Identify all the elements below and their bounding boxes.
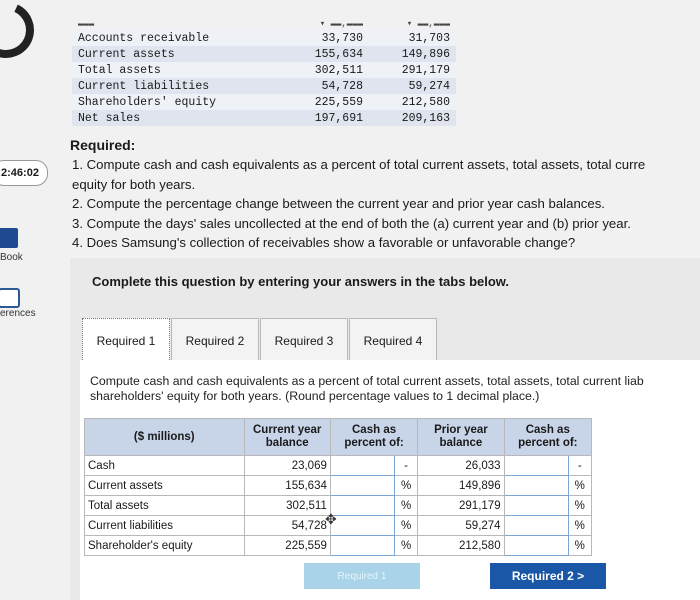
current-pct-input[interactable] — [330, 516, 394, 536]
financial-data-table: ▬▬▬ ▾ ▬▬,▬▬▬ ▾ ▬▬,▬▬▬ Accounts receivable 33,730 31,703 Current assets 155,634 149,896 Total assets 302,511 291,179 Current liabilities 54,728 59,274 Shareholders' equity 225,559 212,580 Net sales 197,691 209,163 — [72, 18, 456, 126]
pct-symbol: - — [394, 456, 417, 476]
required-list — [72, 155, 700, 253]
current-value: 197,691 — [282, 110, 369, 126]
pct-symbol: % — [394, 496, 417, 516]
prior-value: 291,179 — [369, 62, 456, 78]
prior-value: 31,703 — [369, 30, 456, 46]
pct-symbol: % — [568, 516, 591, 536]
prior-pct-input[interactable] — [504, 476, 568, 496]
required-item: 4. Does Samsung's collection of receivables show a favorable or unfavorable change? — [72, 235, 576, 250]
table-row — [85, 496, 592, 516]
prior-pct-input[interactable] — [504, 516, 568, 536]
instruction-line: shareholders' equity for both years. (Round percentage values to 1 decimal place.) — [90, 389, 540, 403]
left-rail — [0, 0, 60, 600]
row-label: Current assets — [85, 476, 245, 496]
pct-symbol: % — [394, 476, 417, 496]
current-balance: 155,634 — [244, 476, 330, 496]
row-label: Shareholder's equity — [85, 536, 245, 556]
required-item: 3. Compute the days' sales uncollected at the end of both the (a) current year and (b) prior year. — [72, 215, 631, 231]
row-label: Total assets — [85, 496, 245, 516]
required-item: 1. Compute cash and cash equivalents as a percent of total current assets, total assets, total curre — [72, 157, 646, 172]
header-current-pct: Cash as percent of: — [330, 419, 417, 456]
references-icon[interactable] — [0, 288, 20, 308]
current-pct-input[interactable] — [330, 476, 394, 496]
pct-symbol: % — [568, 536, 591, 556]
row-label: Current liabilities — [72, 78, 282, 94]
header-prior-balance: Prior year balance — [418, 419, 504, 456]
row-label: Net sales — [72, 110, 282, 126]
pct-symbol: % — [568, 476, 591, 496]
pct-symbol: % — [568, 496, 591, 516]
table-row — [85, 476, 592, 496]
prior-balance: 149,896 — [418, 476, 504, 496]
current-value: 54,728 — [282, 78, 369, 94]
table-row — [72, 110, 456, 126]
pct-symbol: % — [394, 536, 417, 556]
current-value: 225,559 — [282, 94, 369, 110]
prior-balance: 291,179 — [418, 496, 504, 516]
header-prior-pct: Cash as percent of: — [504, 419, 591, 456]
pct-symbol: % — [394, 516, 417, 536]
answer-grid — [84, 418, 592, 556]
header-millions: ($ millions) — [85, 419, 245, 456]
next-button[interactable]: Required 2 > — [490, 563, 606, 589]
timer: 2:46:02 — [0, 160, 48, 186]
current-value: 302,511 — [282, 62, 369, 78]
row-label: Accounts receivable — [72, 30, 282, 46]
prior-value: 209,163 — [369, 110, 456, 126]
row-label: Cash — [85, 456, 245, 476]
prior-balance: 212,580 — [418, 536, 504, 556]
required-item: 2. Compute the percentage change between the current year and prior year cash balances. — [72, 196, 605, 211]
prior-pct-input[interactable] — [504, 496, 568, 516]
row-label: Total assets — [72, 62, 282, 78]
tab-required-1[interactable]: Required 1 — [82, 318, 170, 364]
prior-balance: 26,033 — [418, 456, 504, 476]
current-balance: 225,559 — [244, 536, 330, 556]
instruction-line: Compute cash and cash equivalents as a percent of total current assets, total assets, total current liab — [90, 374, 644, 388]
required-item: equity for both years. — [72, 176, 196, 192]
required-title: Required: — [70, 137, 136, 153]
tab-instructions — [90, 374, 700, 404]
tab-required-4[interactable]: Required 4 — [349, 318, 437, 364]
references-label[interactable]: erences — [0, 308, 36, 319]
tab-required-2[interactable]: Required 2 — [171, 318, 259, 364]
prior-balance: 59,274 — [418, 516, 504, 536]
prior-value: 59,274 — [369, 78, 456, 94]
book-icon[interactable] — [0, 228, 18, 248]
move-cursor-icon: ✥ — [325, 511, 337, 527]
answer-tabs — [82, 318, 438, 364]
current-balance: 302,511 — [244, 496, 330, 516]
prior-value: 212,580 — [369, 94, 456, 110]
prev-button[interactable]: Required 1 — [304, 563, 420, 589]
table-row — [72, 30, 456, 46]
tab-required-3[interactable]: Required 3 — [260, 318, 348, 364]
current-value: 33,730 — [282, 30, 369, 46]
current-value: 155,634 — [282, 46, 369, 62]
table-row — [72, 78, 456, 94]
book-label[interactable]: Book — [0, 252, 23, 263]
current-pct-input[interactable] — [330, 536, 394, 556]
prior-pct-input — [504, 456, 568, 476]
table-row — [85, 516, 592, 536]
row-label: Current assets — [72, 46, 282, 62]
table-row — [85, 456, 592, 476]
current-balance: 54,728 — [244, 516, 330, 536]
header-current-balance: Current year balance — [244, 419, 330, 456]
prior-pct-input[interactable] — [504, 536, 568, 556]
current-pct-input[interactable] — [330, 496, 394, 516]
table-row — [85, 536, 592, 556]
row-label: Current liabilities — [85, 516, 245, 536]
table-row — [72, 62, 456, 78]
table-row — [72, 94, 456, 110]
current-pct-input — [330, 456, 394, 476]
complete-instructions: Complete this question by entering your answers in the tabs below. — [92, 274, 510, 289]
current-balance: 23,069 — [244, 456, 330, 476]
table-row — [72, 46, 456, 62]
row-label: Shareholders' equity — [72, 94, 282, 110]
pct-symbol: - — [568, 456, 591, 476]
prior-value: 149,896 — [369, 46, 456, 62]
app-logo — [0, 0, 42, 66]
